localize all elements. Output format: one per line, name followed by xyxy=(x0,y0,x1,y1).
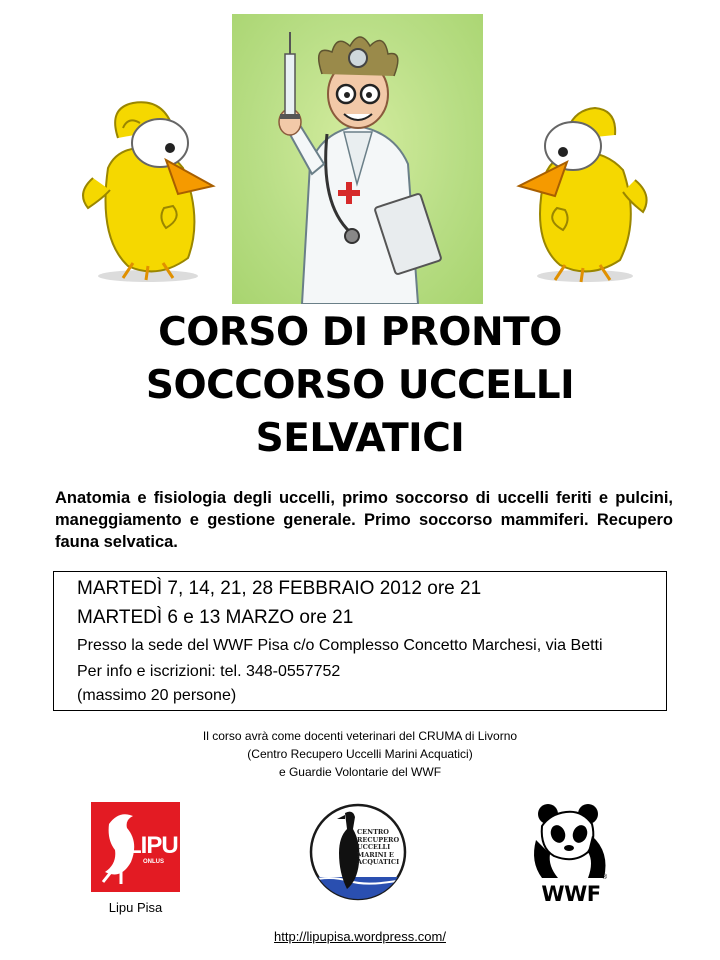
title-line-3: SELVATICI xyxy=(255,416,465,461)
website-link[interactable]: http://lipupisa.wordpress.com/ xyxy=(274,929,446,944)
wwf-registered-mark: ® xyxy=(602,874,608,881)
capacity-note: (massimo 20 persone) xyxy=(77,687,237,704)
title-line-2: SOCCORSO UCCELLI xyxy=(145,363,575,408)
left-bird-icon xyxy=(78,98,228,283)
cruma-line-5: ACQUATICI xyxy=(357,858,400,866)
cruma-line-1: CENTRO xyxy=(357,828,389,836)
contact-info: Per info e iscrizioni: tel. 348-0557752 xyxy=(77,663,341,680)
cruma-logo xyxy=(309,803,407,901)
doctor-icon xyxy=(232,14,483,304)
lipu-caption: Lipu Pisa xyxy=(108,900,163,915)
cruma-line-2: RECUPERO xyxy=(357,835,400,844)
teachers-note-line-2: (Centro Recupero Uccelli Marini Acquatici) xyxy=(247,747,473,761)
teachers-note-line-1: Il corso avrà come docenti veterinari del CRUMA di Livorno xyxy=(202,729,518,743)
hero-background xyxy=(232,14,483,304)
course-location: Presso la sede del WWF Pisa c/o Complesso Concetto Marchesi, via Betti xyxy=(77,637,603,654)
cruma-line-3: UCCELLI xyxy=(357,843,391,851)
cruma-logo-text xyxy=(357,829,399,867)
panda-icon xyxy=(530,800,612,882)
page-title xyxy=(60,306,660,465)
march-dates: MARTEDÌ 6 e 13 MARZO ore 21 xyxy=(77,607,354,628)
course-description: Anatomia e fisiologia degli uccelli, primo soccorso di uccelli feriti e pulcini, maneggiamento e gestione generale. Primo soccorso mammiferi. Recupero fauna selvatica. xyxy=(55,489,673,551)
wwf-logo xyxy=(530,800,612,910)
teachers-note-line-3: e Guardie Volontarie del WWF xyxy=(278,765,442,779)
right-bird-icon xyxy=(505,100,655,285)
lipu-onlus-text: ONLUS xyxy=(143,859,164,865)
february-dates: MARTEDÌ 7, 14, 21, 28 FEBBRAIO 2012 ore 21 xyxy=(77,578,482,599)
title-line-1: CORSO DI PRONTO xyxy=(158,310,562,355)
lipu-logo-text: LIPU xyxy=(127,832,178,859)
lipu-logo xyxy=(91,802,180,892)
wwf-logo-text: WWF xyxy=(541,882,601,906)
schedule-box xyxy=(53,571,667,711)
cruma-line-4: MARINI E xyxy=(357,850,394,859)
